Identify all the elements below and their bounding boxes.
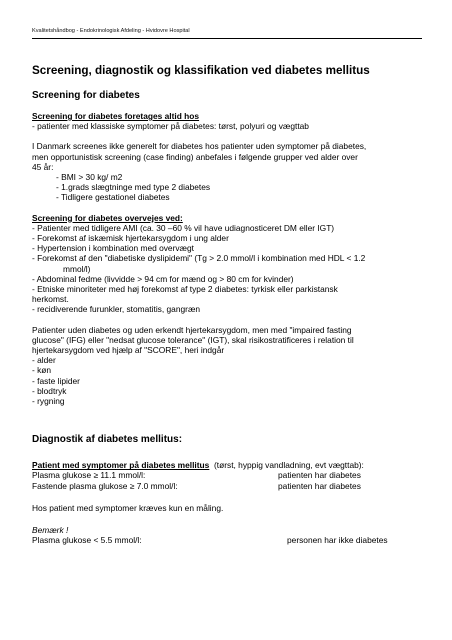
list-item: - Hypertension i kombination med overvægt (32, 243, 194, 254)
screening-considered-section (32, 213, 422, 315)
note-result: personen har ikke diabetes (287, 535, 388, 546)
criteria-result: patienten har diabetes (278, 480, 361, 491)
list-item: - Tidligere gestationel diabetes (56, 192, 170, 203)
diagnostics-symptom-section (32, 460, 422, 491)
list-item: - alder (32, 355, 56, 366)
paragraph-line: hjertekarsygdom ved hjælp af "SCORE", heri indgår (32, 345, 225, 356)
risk-section (32, 325, 422, 407)
document-title: Screening, diagnostik og klassifikation ved diabetes mellitus (32, 64, 370, 77)
list-item: - blodtryk (32, 385, 67, 396)
list-item: - 1.grads slægtninge med type 2 diabetes (56, 182, 211, 193)
criteria-result: patienten har diabetes (278, 470, 361, 481)
list-item: - Forekomst af iskæmisk hjertekarsygdom i ung alder (32, 233, 229, 244)
list-item: - køn (32, 365, 52, 376)
list-item: - Forekomst af den "diabetiske dyslipidemi" (Tg > 2.0 mmol/l i kombination med HDL < 1.2 (32, 253, 366, 264)
note-measure: Plasma glukose < 5.5 mmol/l: (32, 535, 142, 546)
list-item: - faste lipider (32, 375, 80, 386)
screening-always-item: - patienter med klassiske symptomer på diabetes: tørst, polyuri og vægttab (32, 121, 309, 132)
list-item: - recidiverende furunkler, stomatitis, gangræn (32, 304, 201, 315)
list-item: - Patienter med tidligere AMI (ca. 30 –60 % vil have udiagnosticeret DM eller IGT) (32, 222, 335, 233)
list-item: - BMI > 30 kg/ m2 (56, 172, 123, 183)
document-body (32, 64, 422, 546)
symptom-note: (tørst, hyppig vandladning, evt vægttab): (213, 460, 364, 471)
header-rule (32, 38, 422, 39)
symptom-heading: Patient med symptomer på diabetes mellitus (32, 460, 210, 471)
criteria-row (32, 481, 422, 491)
screening-always-section (32, 111, 422, 131)
single-measure-note: Hos patient med symptomer kræves kun en måling. (32, 502, 224, 513)
list-item-continuation: mmol/l) (63, 263, 91, 274)
screening-considered-heading: Screening for diabetes overvejes ved: (32, 212, 183, 223)
paragraph-line: glucose" (IFG) eller "nedsat glucose tolerance" (IGT), skal risikostratificeres i relation til (32, 334, 354, 345)
paragraph-line: men opportunistisk screening (case finding) anbefales i følgende grupper ved alder over (32, 151, 358, 162)
paragraph-line: 45 år: (32, 161, 54, 172)
criteria-measure: Fastende plasma glukose ≥ 7.0 mmol/l: (32, 480, 178, 491)
list-item: - rygning (32, 396, 65, 407)
criteria-measure: Plasma glukose ≥ 11.1 mmol/l: (32, 470, 146, 481)
screening-intro (32, 141, 422, 202)
criteria-row (32, 470, 422, 480)
diagnostics-heading: Diagnostik af diabetes mellitus: (32, 434, 183, 446)
screening-always-heading: Screening for diabetes foretages altid hos (32, 111, 200, 121)
list-item-continuation: herkomst. (32, 294, 69, 305)
list-item: - Abdominal fedme (livvidde > 94 cm for mænd og > 80 cm for kvinder) (32, 273, 294, 284)
running-header: Kvalitetshåndbog - Endokrinologisk Afdeling - Hvidovre Hospital (32, 28, 190, 34)
note-label: Bemærk ! (32, 525, 69, 536)
note-section (32, 525, 422, 545)
paragraph-line: I Danmark screenes ikke generelt for diabetes hos patienter uden symptomer på diabetes, (32, 141, 367, 152)
paragraph-line: Patienter uden diabetes og uden erkendt hjertekarsygdom, men med "impaired fasting (32, 324, 352, 335)
list-item: - Etniske minoriteter med høj forekomst af type 2 diabetes: tyrkisk eller parkistansk (32, 284, 338, 295)
symptom-heading-line (32, 460, 422, 470)
note-row (32, 535, 422, 545)
screening-heading: Screening for diabetes (32, 90, 140, 101)
